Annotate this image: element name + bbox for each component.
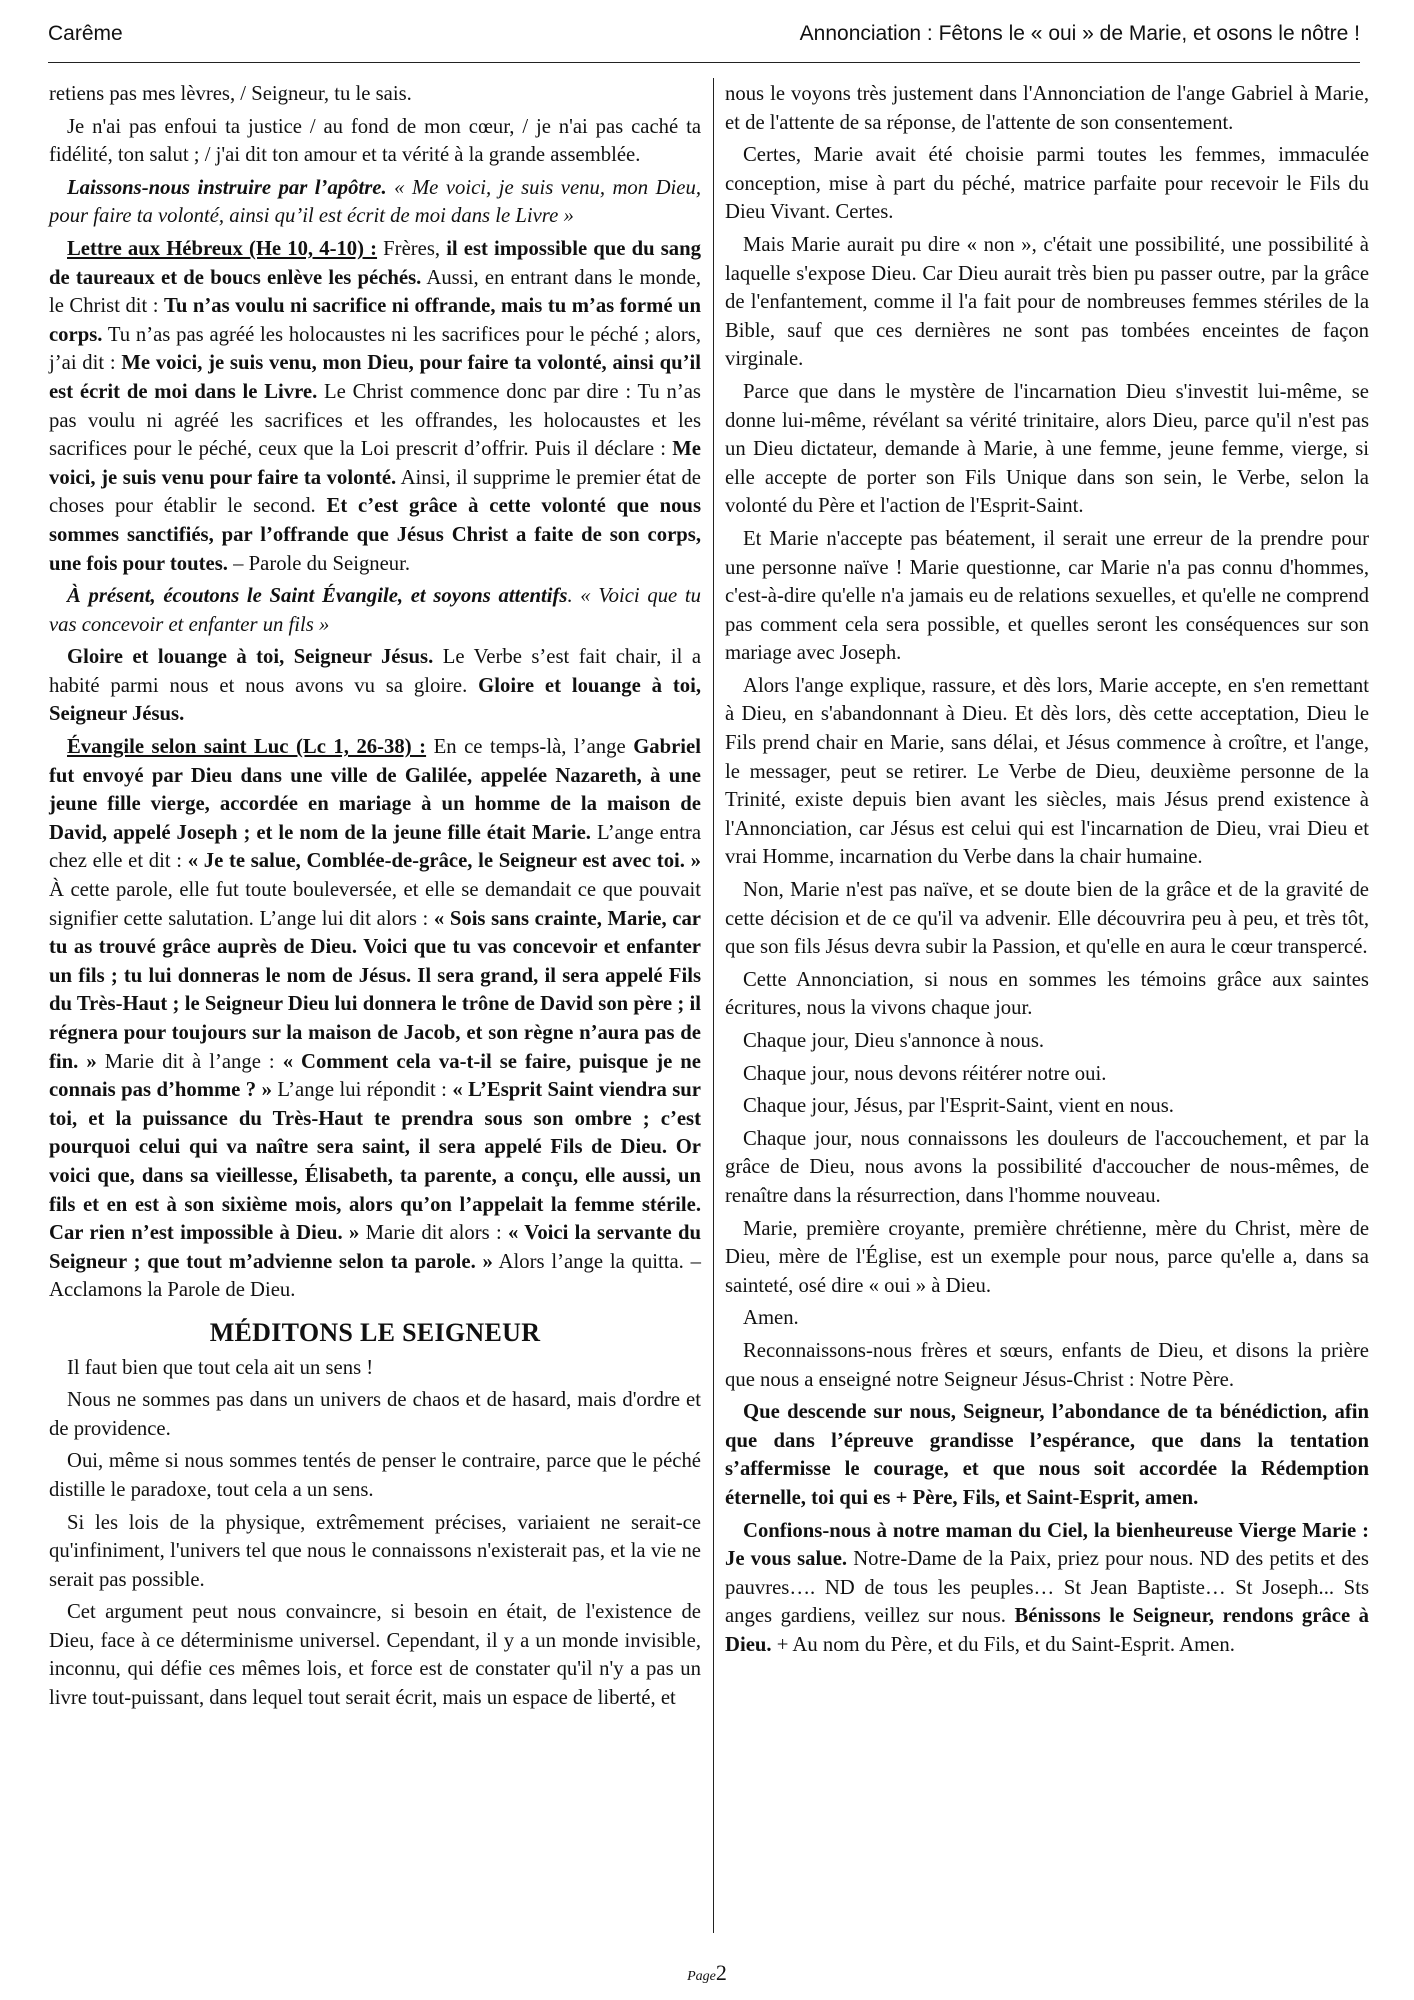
header-title: Annonciation : Fêtons le « oui » de Marie, et osons le nôtre ! — [799, 22, 1360, 45]
luke-bold: « Sois sans crainte, Marie, car tu as trouvé grâce auprès de Dieu. Voici que tu vas concevoir et enfanter un fils ; tu lui donneras le nom de Jésus. Il sera grand, il sera appelé Fils du Très-Haut ; le Seigneur Dieu lui donnera le trône de David son père ; il régnera pour toujours sur la maison de Jacob, et son règne n’aura pas de fin. » — [49, 907, 701, 1073]
luke-bold: « Voici la servante du Seigneur ; que tout m’advienne selon ta parole. » — [49, 1222, 702, 1273]
psalm-end: retiens pas mes lèvres, / Seigneur, tu le sais. — [49, 83, 412, 105]
gospel-intro — [49, 582, 701, 639]
luke-bold: « Je te salue, Comblée-de-grâce, le Seigneur est avec toi. » — [187, 850, 701, 873]
meditation-paragraph: Oui, même si nous sommes tentés de penser le contraire, parce que le péché distille le paradoxe, tout cela a un sens. — [49, 1450, 701, 1501]
meditation-line: Chaque jour, Dieu s'annonce à nous. — [743, 1030, 1045, 1052]
hebrews-text: Le Christ commence donc par dire : Tu n’as pas voulu ni agréé les sacrifices et les offrandes, les holocaustes et les sacrifices pour le péché, ceux que la Loi prescrit d’offrir. Puis il déclare : — [49, 380, 701, 461]
luke-text: L’ange lui répondit : — [271, 1079, 453, 1102]
luke-bold: Gabriel fut envoyé par Dieu dans une ville de Galilée, appelée Nazareth, à une jeune fille vierge, accordée en mariage à un homme de la maison de David, appelé Joseph ; et le nom de la jeune fille était Marie. — [49, 736, 701, 844]
luke-gospel — [49, 733, 701, 1305]
closing-bold: Bénissons le Seigneur, rendons grâce à Dieu. — [725, 1605, 1369, 1656]
meditation-paragraph: Non, Marie n'est pas naïve, et se doute bien de la grâce et de la gravité de cette décision et de ce qu'il va advenir. Elle découvrira peu à peu, et très tôt, que son fils Jésus devra subir la Passion, et qu'elle en aura le cœur transpercé. — [725, 879, 1369, 959]
page-label: Page — [687, 1969, 716, 1984]
meditation-paragraph: Il faut bien que tout cela ait un sens ! — [67, 1356, 374, 1379]
luke-bold: « Comment cela va-t-il se faire, puisque je ne connais pas d’homme ? » — [49, 1050, 701, 1102]
gospel-intro-bold: À présent, écoutons le Saint Évangile, et soyons attentifs — [67, 585, 568, 608]
our-father-intro: Reconnaissons-nous frères et sœurs, enfants de Dieu, et disons la prière que nous a enseigné notre Seigneur Jésus-Christ : Notre Père. — [725, 1339, 1369, 1391]
luke-bold: « L’Esprit Saint viendra sur toi, et la puissance du Très-Haut te prendra sous son ombre ; c’est pourquoi celui qui va naître sera saint, il sera appelé Fils de Dieu. Or voici que, dans sa vieillesse, Élisabeth, ta parente, a conçu, elle aussi, un fils et en est à son sixième mois, alors qu’on l’appelait la femme stérile. Car rien n’est impossible à Dieu. » — [49, 1079, 701, 1245]
meditation-heading: MÉDITONS LE SEIGNEUR — [209, 1317, 541, 1347]
closing-text: Notre-Dame de la Paix, priez pour nous. ND des petits et des pauvres…. ND de tous les peuples… St Jean Baptiste… St Joseph... Sts anges gardiens, veillez sur nous. — [725, 1548, 1369, 1628]
acclamation-bold: Gloire et louange à toi, Seigneur Jésus. — [67, 646, 434, 669]
luke-text: Alors l’ange la quitta. – Acclamons la Parole de Dieu. — [49, 1250, 701, 1302]
meditation-line: Chaque jour, Jésus, par l'Esprit-Saint, vient en nous. — [743, 1095, 1174, 1118]
meditation-paragraph: Certes, Marie avait été choisie parmi toutes les femmes, immaculée conception, mise à part du péché, matrice parfaite pour recevoir le Fils du Dieu Vivant. Certes. — [725, 144, 1369, 224]
hebrews-bold: Et c’est grâce à cette volonté que nous sommes sanctifiés, par l’offrande que Jésus Christ a faite de son corps, une fois pour toutes. — [49, 495, 701, 575]
luke-text: Marie dit alors : — [359, 1222, 509, 1245]
blessing-prayer: Que descende sur nous, Seigneur, l’abondance de ta bénédiction, afin que dans l’épreuve grandisse l’espérance, que dans la tentation s’affermisse le courage, et que nous soit accordée la Rédemption éternelle, toi qui es + Père, Fils, et Saint-Esprit, amen. — [725, 1401, 1369, 1509]
hebrews-bold: Me voici, je suis venu pour faire ta volonté. — [49, 438, 701, 489]
hebrews-bold: Tu n’as voulu ni sacrifice ni offrande, mais tu m’as formé un corps. — [49, 295, 702, 346]
luke-text: À cette parole, elle fut toute bouleversée, et elle se demandait ce que pouvait signifier cette salutation. L’ange lui dit alors : — [49, 879, 701, 930]
meditation-paragraph: Marie, première croyante, première chrétienne, mère du Christ, mère de Dieu, mère de l'Église, est un exemple pour nous, parce qu'elle a, dans sa sainteté, osé dire « oui » à Dieu. — [725, 1217, 1369, 1297]
header-season: Carême — [48, 22, 123, 45]
closing-bold: Confions-nous à notre maman du Ciel, la bienheureuse Vierge Marie : Je vous salue. — [725, 1519, 1369, 1571]
luke-text: Marie dit à l’ange : — [96, 1050, 283, 1073]
meditation-paragraph: Alors l'ange explique, rassure, et dès lors, Marie accepte, en s'en remettant à Dieu, en s'abandonnant à Dieu. Et dès lors, dès cette acceptation, Dieu le Fils prend chair en Marie, sans délai, et Jésus commence à croître, et l'ange, le messager, peut se retirer. Le Verbe de Dieu, deuxième personne de la Trinité, existe depuis bien avant les siècles, mais Jésus prend existence à l'Annonciation, car Jésus est celui qui est l'incarnation de Dieu, vrai Dieu et vrai Homme, incarnation du Verbe dans la chair humaine. — [725, 674, 1369, 869]
meditation-paragraph: Si les lois de la physique, extrêmement précises, variaient ne serait-ce qu'infiniment, l'univers tel que nous le connaissons n'existerait pas, et la vie ne serait pas possible. — [49, 1511, 701, 1591]
acclamation-bold: Gloire et louange à toi, Seigneur Jésus. — [49, 674, 701, 726]
luke-title: Évangile selon saint Luc (Lc 1, 26-38) : — [67, 736, 427, 759]
closing-text: + Au nom du Père, et du Fils, et du Saint-Esprit. Amen. — [771, 1633, 1235, 1656]
meditation-line: Chaque jour, nous devons réitérer notre oui. — [743, 1062, 1107, 1085]
closing-prayer — [725, 1517, 1369, 1660]
psalm-verse: Je n'ai pas enfoui ta justice / au fond de mon cœur, / je n'ai pas caché ta fidélité, ton salut ; / j'ai dit ton amour et ta vérité à la grande assemblée. — [49, 115, 701, 167]
meditation-paragraph: Cette Annonciation, si nous en sommes les témoins grâce aux saintes écritures, nous la vivons chaque jour. — [725, 968, 1369, 1020]
page-number: 2 — [715, 1960, 727, 1985]
luke-text: En ce temps-là, l’ange — [426, 736, 634, 759]
hebrews-text: – Parole du Seigneur. — [227, 552, 411, 575]
page-header — [48, 22, 1360, 63]
apostle-intro — [49, 174, 701, 231]
gospel-intro-quote: . « Voici que tu vas concevoir et enfanter un fils » — [49, 585, 701, 636]
meditation-paragraph: Et Marie n'accepte pas béatement, il serait une erreur de la prendre pour une personne naïve ! Marie questionne, car Marie n'a pas connu d'hommes, c'est-à-dire qu'elle n'a jamais eu de relations sexuelles, et qu'elle ne comprend pas comment cela sera possible, et quelles seront les conséquences sur son mariage avec Joseph. — [725, 527, 1369, 665]
meditation-paragraph: Mais Marie aurait pu dire « non », c'était une possibilité, une possibilité à laquelle s'expose Dieu. Car Dieu aurait très bien pu passer outre, par la grâce de l'enfantement, comme il l'a fait pour de nombreuses femmes stériles de la Bible, sauf que ces dernières ne sont pas tombées enceintes de façon virginale. — [725, 233, 1369, 371]
hebrews-text: Ainsi, il supprime le premier état de choses pour établir le second. — [49, 466, 701, 518]
right-column — [725, 80, 1369, 1663]
page-footer — [0, 1960, 1414, 1986]
apostle-intro-bold: Laissons-nous instruire par l’apôtre. — [67, 176, 387, 199]
hebrews-text: Aussi, en entrant dans le monde, le Christ dit : — [49, 266, 702, 318]
luke-text: L’ange entra chez elle et dit : — [49, 821, 702, 873]
hebrews-bold: il est impossible que du sang de taureaux et de boucs enlève les péchés. — [49, 237, 702, 289]
meditation-paragraph: Cet argument peut nous convaincre, si besoin en était, de l'existence de Dieu, face à ce déterminisme universel. Cependant, il y a un monde invisible, inconnu, qui défie ces mêmes lois, et force est de constater qu'il n'y a pas un livre tout-puissant, dans lequel tout serait écrit, mais un espace de liberté, et — [49, 1601, 701, 1710]
acclamation — [49, 643, 701, 729]
amen-line: Amen. — [743, 1307, 799, 1330]
hebrews-title: Lettre aux Hébreux (He 10, 4-10) : — [67, 237, 378, 260]
hebrews-text: Tu n’as pas agréé les holocaustes ni les sacrifices pour le péché ; alors, j’ai dit : — [49, 323, 701, 375]
hebrews-reading — [49, 235, 701, 578]
apostle-intro-quote: « Me voici, je suis venu, mon Dieu, pour faire ta volonté, ainsi qu’il est écrit de moi dans le Livre » — [49, 176, 701, 228]
meditation-paragraph: Nous ne sommes pas dans un univers de chaos et de hasard, mais d'ordre et de providence. — [49, 1389, 701, 1440]
hebrews-text: Frères, — [377, 237, 447, 260]
acclamation-text: Le Verbe s’est fait chair, il a habité parmi nous et nous avons vu sa gloire. — [49, 646, 702, 697]
meditation-paragraph: Chaque jour, nous connaissons les douleurs de l'accouchement, et par la grâce de Dieu, nous avons la possibilité d'accoucher de nous-mêmes, de renaître dans la résurrection, dans l'homme nouveau. — [725, 1127, 1369, 1207]
meditation-paragraph: Parce que dans le mystère de l'incarnation Dieu s'investit lui-même, se donne lui-même, révélant sa vérité trinitaire, alors Dieu, parce qu'il n'est pas un Dieu dictateur, demande à Marie, à une femme, jeune femme, vierge, si elle accepte de porter son Fils Unique dans son sein, le Verbe, selon la volonté du Père et l'action de l'Esprit-Saint. — [725, 380, 1369, 518]
hebrews-bold: Me voici, je suis venu, mon Dieu, pour faire ta volonté, ainsi qu’il est écrit de moi dans le Livre. — [49, 352, 701, 403]
column-divider — [713, 78, 714, 1933]
meditation-paragraph: nous le voyons très justement dans l'Annonciation de l'ange Gabriel à Marie, et de l'attente de sa réponse, de l'attente de son consentement. — [725, 83, 1369, 134]
left-column — [49, 80, 701, 1717]
